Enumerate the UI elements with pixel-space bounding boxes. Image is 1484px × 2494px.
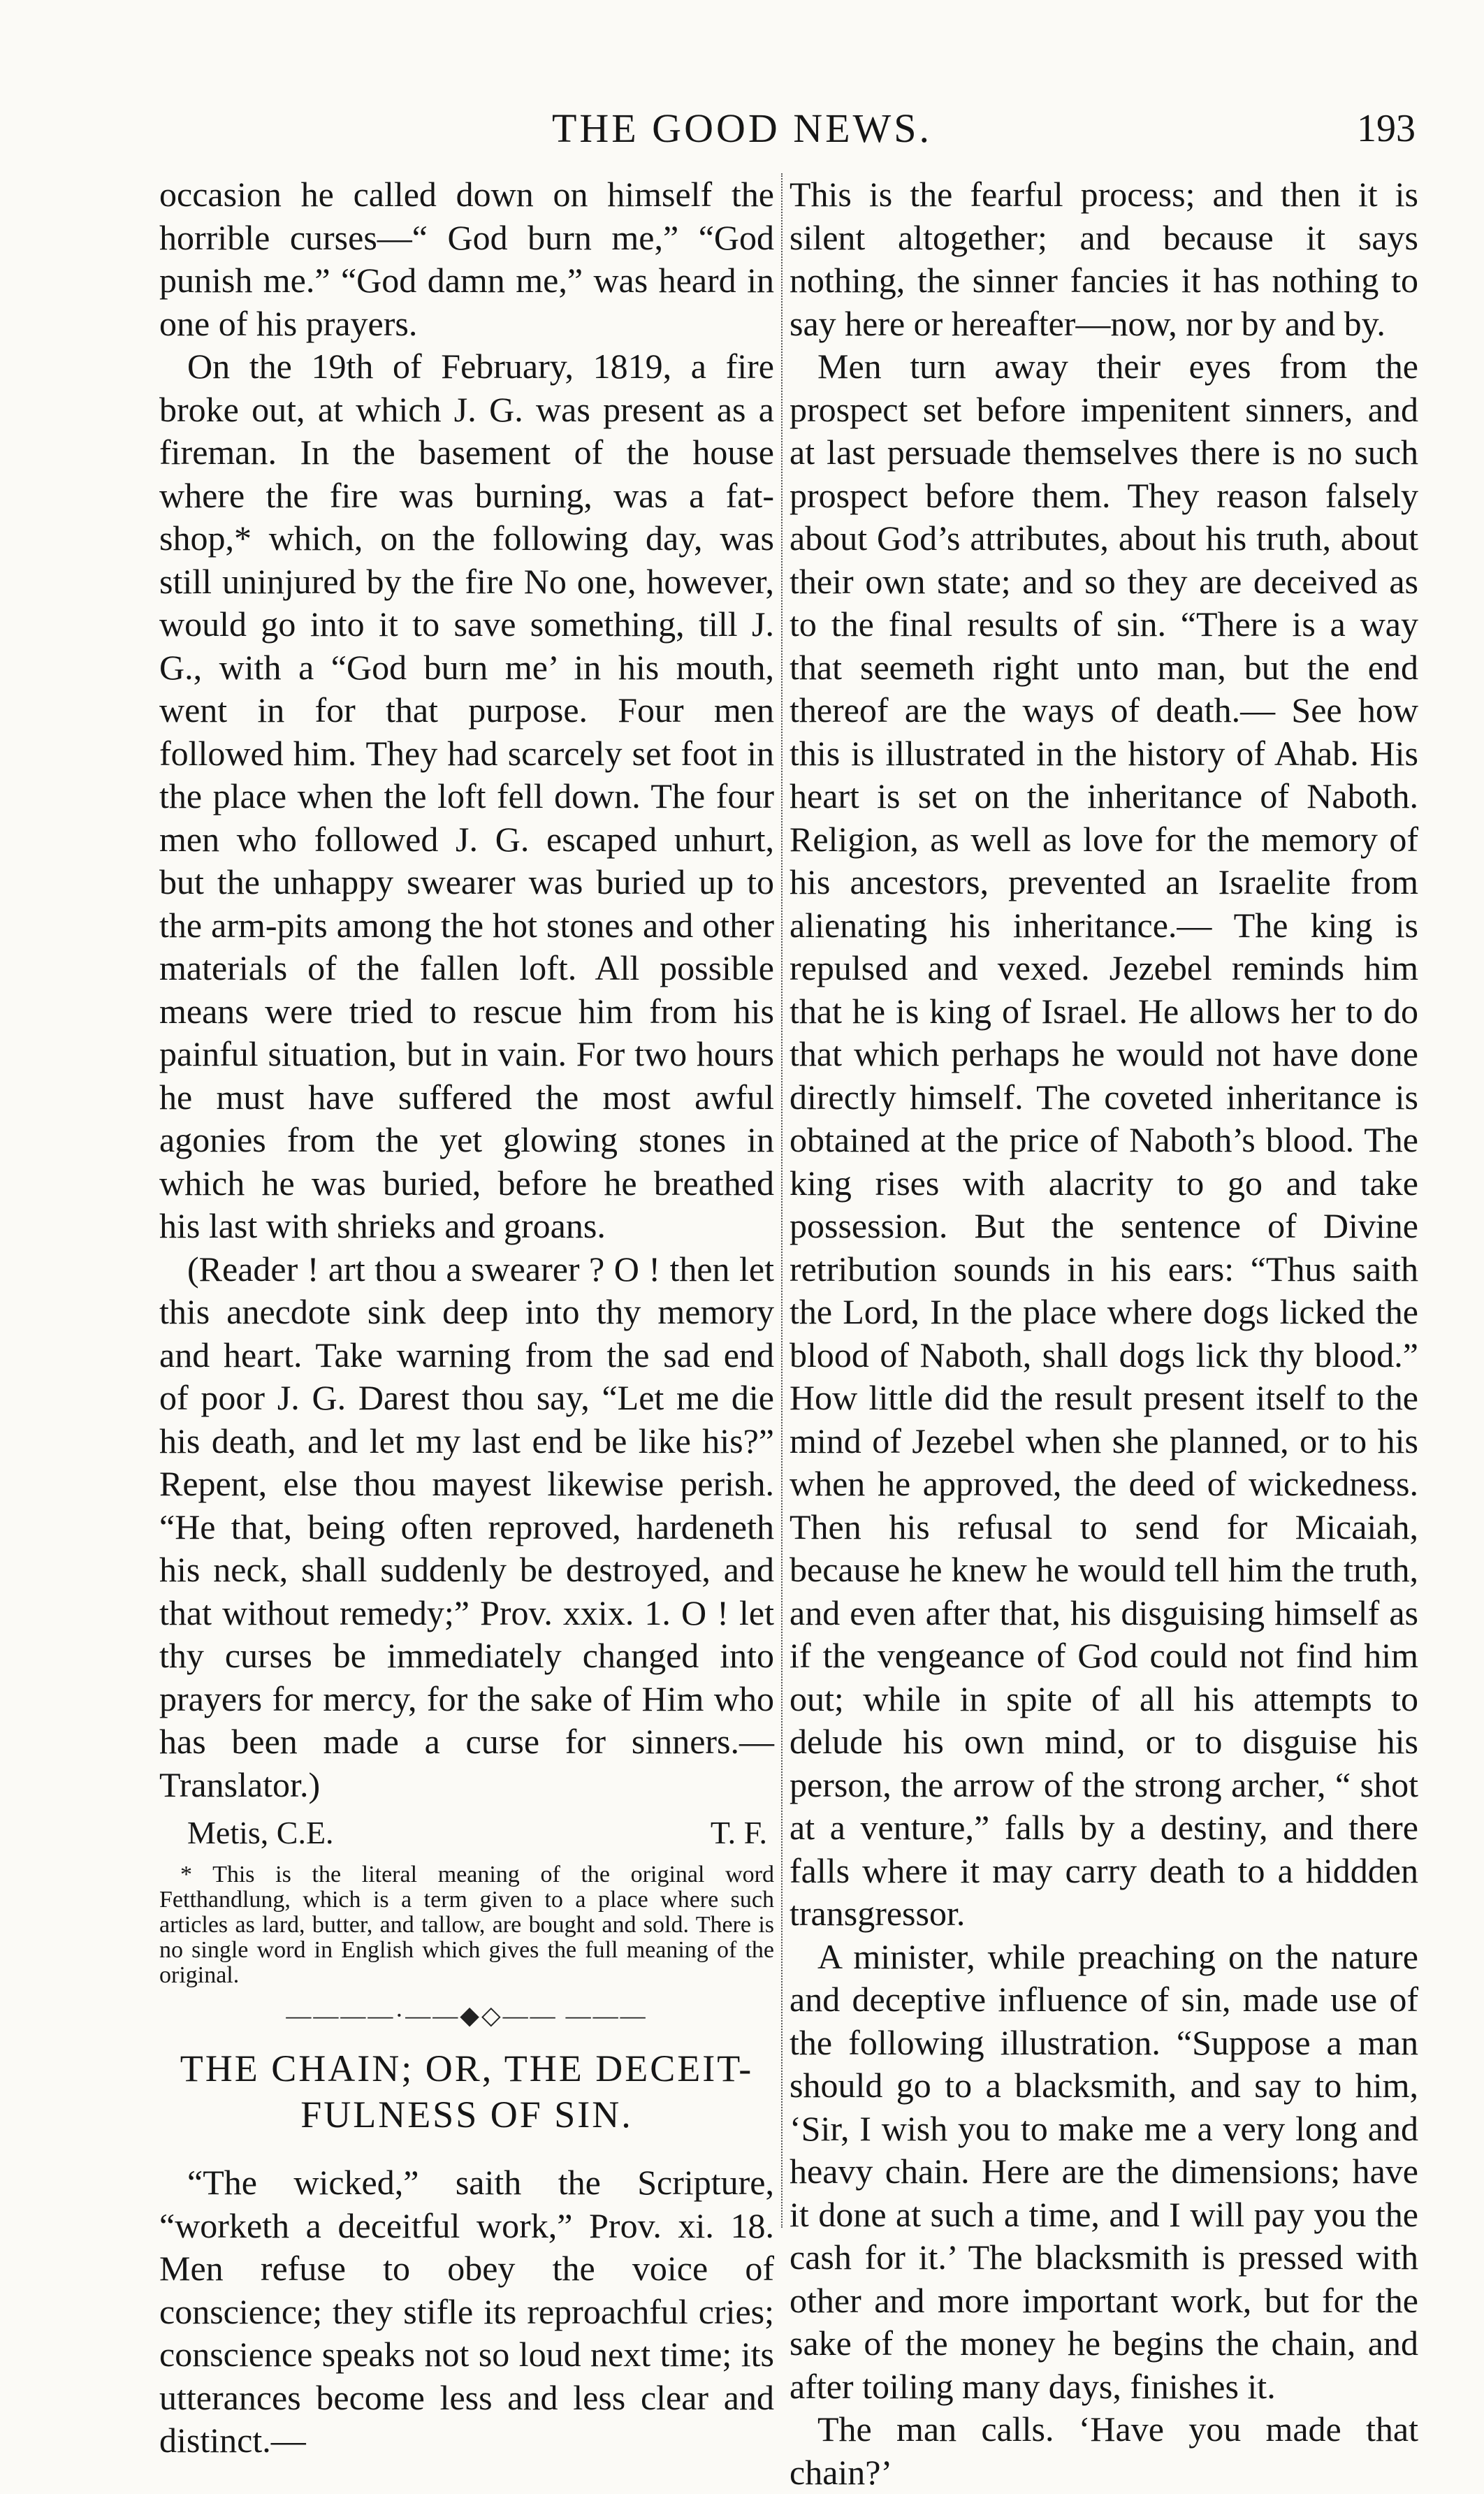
paragraph: The man calls. ‘Have you made that chain?’	[790, 2409, 1418, 2492]
paragraph: occasion he called down on himself the horrible curses—“ God burn me,” “God punish me.” “God damn me,” was heard in one of his prayers.	[159, 175, 774, 343]
section-separator: ————·——◆◇—— ———	[286, 2001, 648, 2029]
paragraph: “The wicked,” saith the Scripture, “worketh a deceitful work,” Prov. xi. 18. Men refuse to obey the voice of conscience; they stifle its reproachful cries; conscience speaks not so loud next time; its utterances become less and less clear and distinct.—	[159, 2163, 774, 2460]
paragraph: A minister, while preaching on the nature and deceptive influence of sin, made use of the following illustration. “Suppose a man should go to a blacksmith, and say to him, ‘Sir, I wish you to make me a very long and heavy chain. Here are the dimensions; have it done at such a time, and I will pay you the cash for it.’ The blacksmith is pressed with other and more important work, but for the sake of the money he begins the chain, and after toiling many days, finishes it.	[790, 1936, 1418, 2406]
paragraph: This is the fearful process; and then it is silent altogether; and because it says nothing, the sinner fancies it has nothing to say here or hereafter—now, nor by and by.	[790, 175, 1418, 343]
right-column	[790, 173, 1418, 2494]
section-title-line: FULNESS OF SIN.	[300, 2094, 633, 2136]
paragraph: On the 19th of February, 1819, a fire broke out, at which J. G. was present as a fireman. In the basement of the house where the fire was burning, was a fat-shop,* which, on the following day, was still uninjured by the fire No one, however, would go into it to save something, till J. G., with a “God burn me’ in his mouth, went in for that purpose. Four men followed him. They had scarcely set foot in the place when the loft fell down. The four men who followed J. G. escaped unhurt, but the unhappy swearer was buried up to the arm-pits among the hot stones and other materials of the fallen loft. All possible means were tried to rescue him from his painful situation, but in vain. For two hours he must have suffered the most awful agonies from the yet glowing stones in which he was buried, before he breathed his last with shrieks and groans.	[159, 347, 774, 1245]
paragraph: Men turn away their eyes from the prospect set before impenitent sinners, and at last persuade themselves there is no such prospect before them. They reason falsely about God’s attributes, about his truth, about their own state; and so they are deceived as to the final results of sin. “There is a way that seemeth right unto man, but the end thereof are the ways of death.— See how this is illustrated in the history of Ahab. His heart is set on the inheritance of Naboth. Religion, as well as love for the memory of his ancestors, prevented an Israelite from alienating his inheritance.— The king is repulsed and vexed. Jezebel reminds him that he is king of Israel. He allows her to do that which perhaps he would not have done directly himself. The coveted inheritance is obtained at the price of Naboth’s blood. The king rises with alacrity to go and take possession. But the sentence of Divine retribution sounds in his ears: “Thus saith the Lord, In the place where dogs licked the blood of Naboth, shall dogs lick thy blood.” How little did the result present itself to the mind of Jezebel when she planned, or to his when he approved, the deed of wickedness. Then his refusal to send for Micaiah, because he knew he would tell him the truth, and even after that, his disguising himself as if the vengeance of God could not find him out; while in spite of all his attempts to delude his own mind, or to disguise his person, the arrow of the strong archer, “ shot at a venture,” falls by a destiny, and there falls where it may carry death to a hiddden transgressor.	[790, 347, 1418, 1933]
paragraph: (Reader ! art thou a swearer ? O ! then let this anecdote sink deep into thy memory and heart. Take warning from the sad end of poor J. G. Darest thou say, “Let me die his death, and let my last end be like his?” Repent, else thou mayest likewise perish. “He that, being often reproved, hardeneth his neck, shall suddenly be destroyed, and that without remedy;” Prov. xxix. 1. O ! let thy curses be immediately changed into prayers for mercy, for the sake of Him who has been made a curse for sinners.—Translator.)	[159, 1249, 774, 1804]
left-column	[159, 173, 774, 2463]
section-title	[159, 2045, 774, 2138]
page-number: 193	[1357, 107, 1416, 150]
running-title: THE GOOD NEWS.	[551, 106, 933, 151]
signature-place: Metis, C.E.	[187, 1815, 334, 1850]
column-divider	[781, 173, 783, 2228]
section-title-line: THE CHAIN; OR, THE DECEIT-	[180, 2047, 754, 2089]
signature-initials: T. F.	[710, 1815, 767, 1850]
signature-line	[159, 1812, 774, 1854]
footnote: * This is the literal meaning of the original word Fetthandlung, which is a term given to a place where such articles as lard, butter, and tallow, are bought and sold. There is no single word in English which gives the full meaning of the original.	[159, 1862, 774, 1988]
